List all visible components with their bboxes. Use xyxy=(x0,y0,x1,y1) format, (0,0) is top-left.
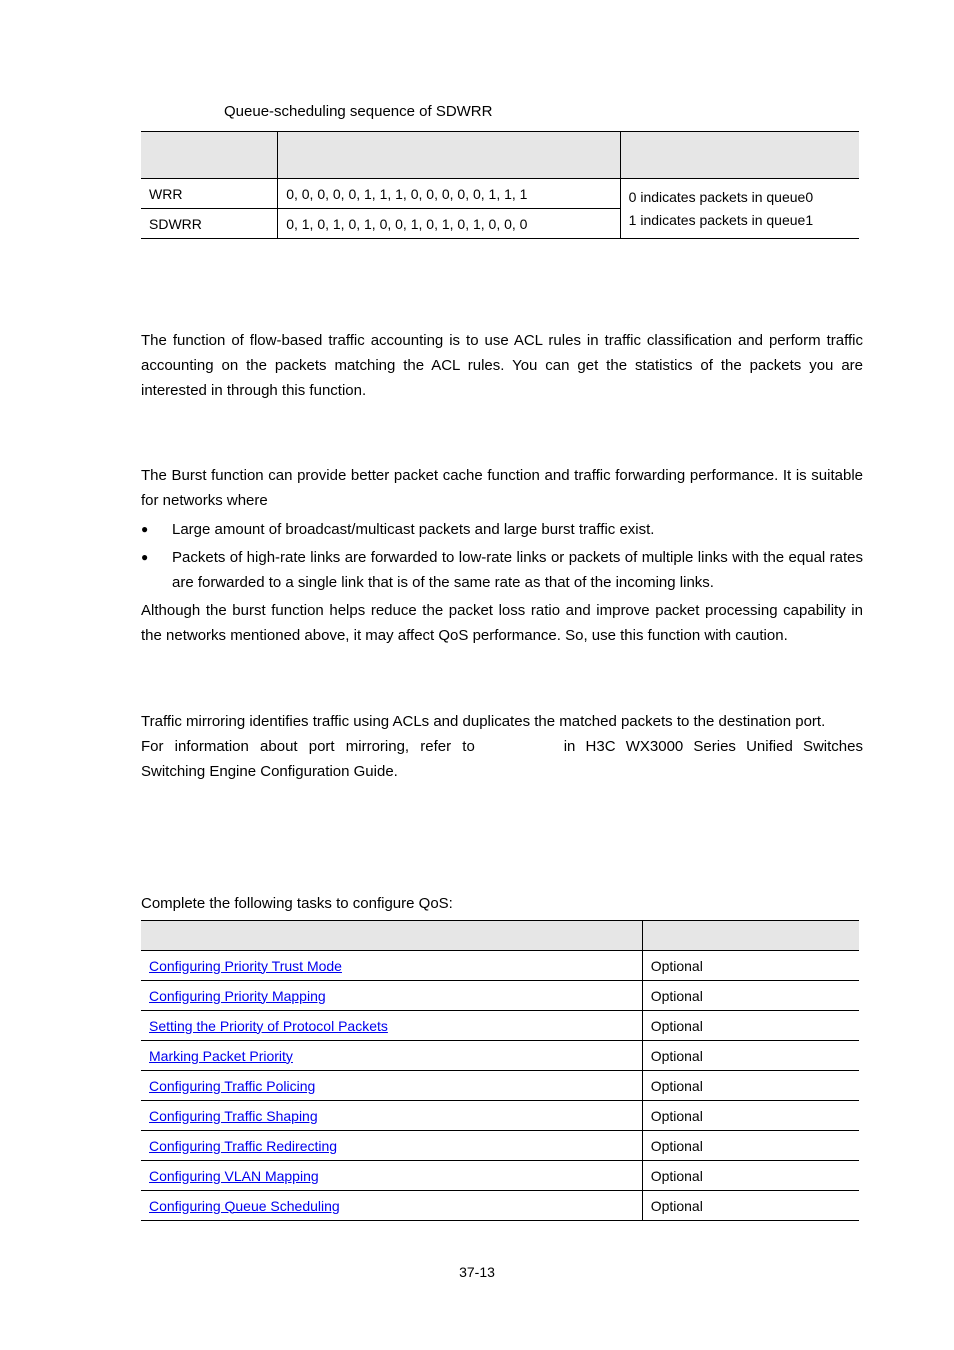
table-header-cell xyxy=(141,921,642,951)
remark-cell: Optional xyxy=(642,1161,859,1191)
list-item xyxy=(141,517,863,542)
queue-note-line: 0 indicates packets in queue0 xyxy=(628,188,814,205)
task-cell xyxy=(141,1191,642,1221)
table-row xyxy=(141,951,859,981)
mirroring-reference-text: For information about port mirroring, refer to xyxy=(141,738,475,755)
task-link-queue-scheduling[interactable]: Configuring Queue Scheduling xyxy=(149,1197,340,1214)
table-header-cell xyxy=(620,132,859,179)
scheduling-sequence: 0, 0, 0, 0, 0, 1, 1, 1, 0, 0, 0, 0, 0, 1, 1, 1 xyxy=(278,179,620,209)
queue-scheduling-table xyxy=(141,131,859,239)
table-caption: Queue-scheduling sequence of SDWRR xyxy=(224,103,493,120)
table-header-cell xyxy=(642,921,859,951)
table-row xyxy=(141,1131,859,1161)
table-row xyxy=(141,1191,859,1221)
remark-cell: Optional xyxy=(642,951,859,981)
remark-cell: Optional xyxy=(642,1131,859,1161)
task-link-priority-mapping[interactable]: Configuring Priority Mapping xyxy=(149,987,326,1004)
task-link-traffic-redirecting[interactable]: Configuring Traffic Redirecting xyxy=(149,1137,338,1154)
flow-accounting-paragraph: The function of flow-based traffic accounting is to use ACL rules in traffic classification and perform traffic accounting on the packets matching the ACL rules. You can get the statistics of the packets you are interested in through this function. xyxy=(141,332,863,399)
task-link-marking-packet-priority[interactable]: Marking Packet Priority xyxy=(149,1047,293,1064)
task-cell xyxy=(141,1071,642,1101)
task-cell xyxy=(141,1131,642,1161)
table-header-row xyxy=(141,921,859,951)
qos-tasks-table xyxy=(141,920,859,1221)
remark-cell: Optional xyxy=(642,1071,859,1101)
burst-caution-paragraph: Although the burst function helps reduce the packet loss ratio and improve packet processing capability in the networks mentioned above, it may affect QoS performance. So, use this function with caution. xyxy=(141,602,863,644)
table-row xyxy=(141,1041,859,1071)
scheduling-sequence: 0, 1, 0, 1, 0, 1, 0, 0, 1, 0, 1, 0, 1, 0, 0, 0 xyxy=(278,209,620,239)
queue-note xyxy=(620,179,859,239)
bullet-icon: ● xyxy=(141,550,149,564)
task-cell xyxy=(141,1161,642,1191)
table-bottom-rule xyxy=(141,238,859,239)
bullet-text: Packets of high-rate links are forwarded to low-rate links or packets of multiple links with the equal rates are forwarded to a single link that is of the same rate as that of the incoming links. xyxy=(172,549,863,591)
table-row xyxy=(141,1101,859,1131)
scheduling-name: WRR xyxy=(141,179,278,209)
bullet-text: Large amount of broadcast/multicast packets and large burst traffic exist. xyxy=(172,521,655,538)
page-number: 37-13 xyxy=(459,1264,495,1280)
task-link-traffic-policing[interactable]: Configuring Traffic Policing xyxy=(149,1077,316,1094)
table-header-row xyxy=(141,132,859,179)
table-row xyxy=(141,179,859,209)
task-cell xyxy=(141,951,642,981)
burst-intro-paragraph: The Burst function can provide better packet cache function and traffic forwarding performance. It is suitable for networks where xyxy=(141,467,863,509)
table-row xyxy=(141,1071,859,1101)
remark-cell: Optional xyxy=(642,1191,859,1221)
scheduling-name: SDWRR xyxy=(141,209,278,239)
remark-cell: Optional xyxy=(642,981,859,1011)
mirroring-guide-text: in H3C WX3000 Series Unified Switches xyxy=(563,738,863,755)
table-header-cell xyxy=(141,132,278,179)
mirroring-guide-title: Switching Engine Configuration Guide. xyxy=(141,763,398,780)
task-link-vlan-mapping[interactable]: Configuring VLAN Mapping xyxy=(149,1167,319,1184)
remark-cell: Optional xyxy=(642,1011,859,1041)
mirroring-paragraph: Traffic mirroring identifies traffic using ACLs and duplicates the matched packets to the destination port. xyxy=(141,713,826,730)
table-header-cell xyxy=(278,132,620,179)
task-cell xyxy=(141,1101,642,1131)
tasks-intro: Complete the following tasks to configure QoS: xyxy=(141,895,453,912)
bullet-icon: ● xyxy=(141,522,149,536)
task-link-protocol-packet-priority[interactable]: Setting the Priority of Protocol Packets xyxy=(149,1017,388,1034)
list-item xyxy=(141,545,863,595)
table-row xyxy=(141,1011,859,1041)
table-row xyxy=(141,1161,859,1191)
task-link-traffic-shaping[interactable]: Configuring Traffic Shaping xyxy=(149,1107,318,1124)
remark-cell: Optional xyxy=(642,1101,859,1131)
task-cell xyxy=(141,981,642,1011)
table-row xyxy=(141,981,859,1011)
task-link-priority-trust-mode[interactable]: Configuring Priority Trust Mode xyxy=(149,957,342,974)
task-cell xyxy=(141,1041,642,1071)
queue-note-line: 1 indicates packets in queue1 xyxy=(628,211,814,228)
remark-cell: Optional xyxy=(642,1041,859,1071)
task-cell xyxy=(141,1011,642,1041)
